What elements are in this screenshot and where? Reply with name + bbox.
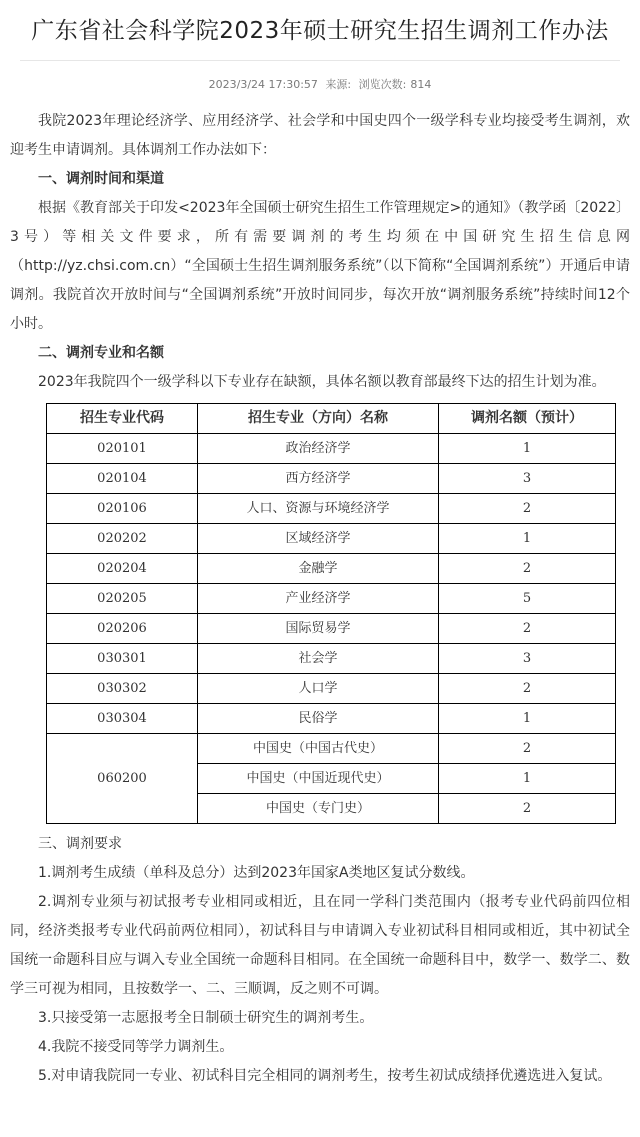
cell-major: 区域经济学 <box>198 524 439 554</box>
requirements-list <box>10 859 630 1091</box>
intro-paragraph: 我院2023年理论经济学、应用经济学、社会学和中国史四个一级学科专业均接受考生调剂，欢迎考生申请调剂。具体调剂工作办法如下： <box>10 113 630 158</box>
cell-code: 020204 <box>47 554 198 584</box>
table-row <box>47 704 616 734</box>
cell-quota: 5 <box>439 584 616 614</box>
table-row <box>47 524 616 554</box>
views-label: 浏览次数: <box>358 78 407 91</box>
cell-quota: 1 <box>439 704 616 734</box>
cell-major: 民俗学 <box>198 704 439 734</box>
header-quota: 调剂名额（预计） <box>439 404 616 434</box>
table-row <box>47 644 616 674</box>
cell-major: 人口学 <box>198 674 439 704</box>
article-meta <box>10 77 630 93</box>
article-body <box>10 107 630 1091</box>
table-row <box>47 674 616 704</box>
cell-code: 020202 <box>47 524 198 554</box>
views-count: 814 <box>410 78 432 91</box>
cell-quota: 1 <box>439 434 616 464</box>
table-row <box>47 614 616 644</box>
cell-major: 社会学 <box>198 644 439 674</box>
cell-code: 030302 <box>47 674 198 704</box>
cell-major: 中国史（中国近现代史） <box>198 764 439 794</box>
cell-code: 020104 <box>47 464 198 494</box>
header-code: 招生专业代码 <box>47 404 198 434</box>
cell-code: 020205 <box>47 584 198 614</box>
cell-code: 060200 <box>47 734 198 824</box>
publish-datetime: 2023/3/24 17:30:57 <box>208 78 318 91</box>
cell-major: 金融学 <box>198 554 439 584</box>
requirement-item: 2.调剂专业须与初试报考专业相同或相近，且在同一学科门类范围内（报考专业代码前四位相同，经济类报考专业代码前两位相同），初试科目与申请调入专业初试科目相同或相近，其中初试全国统一命题科目应与调入专业全国统一命题科目相同。在全国统一命题科目中，数学一、数学二、数学三可视为相同，且按数学一、二、三顺调，反之则不可调。 <box>10 894 630 997</box>
cell-code: 020101 <box>47 434 198 464</box>
requirement-item: 5.对申请我院同一专业、初试科目完全相同的调剂考生，按考生初试成绩择优遴选进入复试。 <box>38 1068 612 1084</box>
cell-quota: 2 <box>439 734 616 764</box>
article-title: 广东省社会科学院2023年硕士研究生招生调剂工作办法 <box>31 18 609 44</box>
table-row <box>47 734 616 764</box>
cell-code: 020206 <box>47 614 198 644</box>
cell-major: 西方经济学 <box>198 464 439 494</box>
cell-quota: 2 <box>439 494 616 524</box>
cell-quota: 2 <box>439 794 616 824</box>
cell-quota: 2 <box>439 674 616 704</box>
table-row <box>47 554 616 584</box>
cell-quota: 2 <box>439 614 616 644</box>
requirement-item: 3.只接受第一志愿报考全日制硕士研究生的调剂考生。 <box>38 1010 374 1026</box>
cell-code: 030304 <box>47 704 198 734</box>
header-major: 招生专业（方向）名称 <box>198 404 439 434</box>
table-row <box>47 584 616 614</box>
cell-quota: 3 <box>439 464 616 494</box>
table-row <box>47 464 616 494</box>
quota-table <box>46 403 616 824</box>
section2-paragraph: 2023年我院四个一级学科以下专业存在缺额，具体名额以教育部最终下达的招生计划为准。 <box>38 374 606 390</box>
cell-major: 政治经济学 <box>198 434 439 464</box>
table-header-row <box>47 404 616 434</box>
cell-major: 产业经济学 <box>198 584 439 614</box>
section1-heading: 一、调剂时间和渠道 <box>38 171 164 187</box>
section3-heading: 三、调剂要求 <box>38 836 122 852</box>
requirement-item: 4.我院不接受同等学力调剂生。 <box>38 1039 234 1055</box>
cell-major: 中国史（专门史） <box>198 794 439 824</box>
cell-quota: 1 <box>439 764 616 794</box>
section2-heading: 二、调剂专业和名额 <box>38 345 164 361</box>
title-divider <box>20 60 620 61</box>
section1-paragraph: 根据《教育部关于印发<2023年全国硕士研究生招生工作管理规定>的通知》（教学函〔2022〕3号）等相关文件要求，所有需要调剂的考生均须在中国研究生招生信息网（http://yz.chsi.com.cn）“全国硕士生招生调剂服务系统”（以下简称“全国调剂系统”）开通后申请调剂。我院首次开放时间与“全国调剂系统”开放时间同步，每次开放“调剂服务系统”持续时间12个小时。 <box>10 200 630 332</box>
source-label: 来源: <box>325 78 352 91</box>
cell-major: 中国史（中国古代史） <box>198 734 439 764</box>
requirement-item: 1.调剂考生成绩（单科及总分）达到2023年国家A类地区复试分数线。 <box>38 865 475 881</box>
cell-major: 人口、资源与环境经济学 <box>198 494 439 524</box>
cell-quota: 1 <box>439 524 616 554</box>
table-row <box>47 494 616 524</box>
cell-code: 020106 <box>47 494 198 524</box>
cell-quota: 3 <box>439 644 616 674</box>
cell-code: 030301 <box>47 644 198 674</box>
cell-major: 国际贸易学 <box>198 614 439 644</box>
table-row <box>47 434 616 464</box>
cell-quota: 2 <box>439 554 616 584</box>
